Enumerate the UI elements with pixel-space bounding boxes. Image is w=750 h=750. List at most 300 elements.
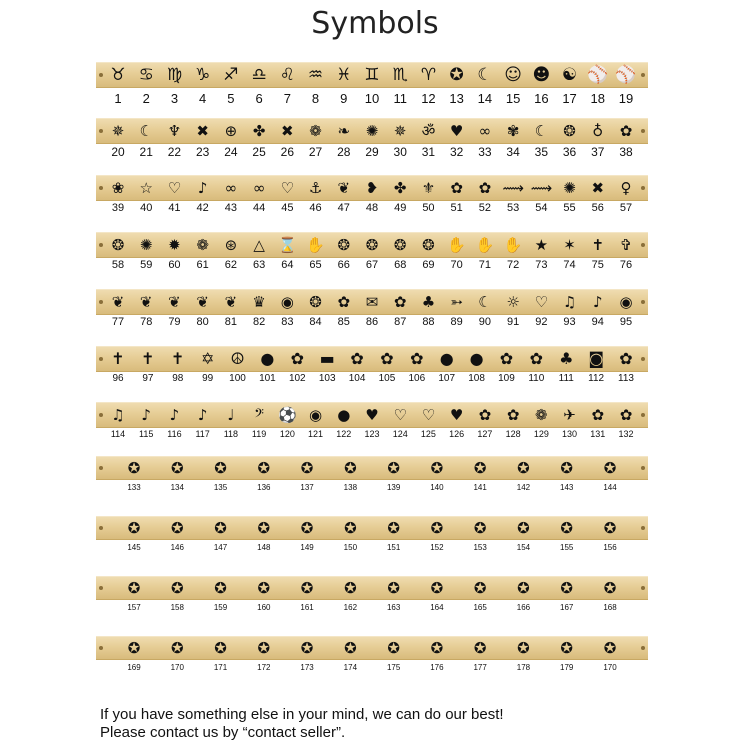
symbol-glyph: ✪ xyxy=(127,518,141,537)
symbol-glyph: ✿ xyxy=(499,349,514,368)
symbol-number: 64 xyxy=(281,259,294,271)
symbol-glyph: ✖ xyxy=(196,121,209,140)
symbol-number: 6 xyxy=(255,91,263,106)
symbol-glyph: ✝ xyxy=(141,349,155,368)
symbol-glyph: ♈ xyxy=(420,64,437,85)
symbol-glyph: ⚽ xyxy=(277,405,297,424)
mount-hole xyxy=(99,646,103,650)
symbol-number: 178 xyxy=(516,663,531,672)
symbol-number: 62 xyxy=(224,259,237,271)
symbol-number: 46 xyxy=(309,202,322,214)
mount-hole xyxy=(641,413,645,417)
symbol-number: 154 xyxy=(516,543,531,552)
symbol-glyph: ☮ xyxy=(230,349,245,368)
symbol-number: 90 xyxy=(478,316,491,328)
symbol-number: 8 xyxy=(311,91,320,106)
symbol-number: 37 xyxy=(591,145,605,159)
symbol-glyph: ♑ xyxy=(195,64,211,85)
symbol-number: 83 xyxy=(281,316,294,328)
symbol-glyph: ♪ xyxy=(197,178,208,197)
symbol-glyph: ✪ xyxy=(300,458,314,477)
symbol-glyph: ✿ xyxy=(619,349,633,368)
symbol-number: 98 xyxy=(172,373,184,384)
symbol-glyph: ✤ xyxy=(393,178,407,197)
symbol-glyph: ✺ xyxy=(139,235,153,254)
symbol-glyph: ♡ xyxy=(421,405,436,424)
symbol-glyph: ✋ xyxy=(447,235,466,254)
symbol-glyph: ∞ xyxy=(478,121,492,140)
symbol-number: 102 xyxy=(288,373,306,384)
symbol-glyph: ✪ xyxy=(517,638,530,657)
symbol-glyph: ✪ xyxy=(430,458,444,477)
symbol-glyph: ⚜ xyxy=(421,178,436,197)
symbol-glyph: ▬ xyxy=(319,349,335,368)
symbol-glyph: ✪ xyxy=(300,638,314,657)
symbol-number: 1 xyxy=(114,91,122,106)
symbol-number: 20 xyxy=(111,145,125,159)
symbol-number: 10 xyxy=(364,91,380,106)
symbol-number: 9 xyxy=(340,91,348,106)
symbol-glyph: ✿ xyxy=(350,349,364,368)
symbol-glyph: ✿ xyxy=(410,349,424,368)
mount-hole xyxy=(641,586,645,590)
symbol-number: 133 xyxy=(127,483,141,492)
symbol-glyph: ✿ xyxy=(506,405,520,424)
symbol-number: 34 xyxy=(506,145,520,159)
symbol-number: 3 xyxy=(170,91,179,106)
symbol-number: 148 xyxy=(257,543,271,552)
symbol-number: 73 xyxy=(535,259,548,271)
symbol-number: 71 xyxy=(478,259,491,271)
symbol-number: 158 xyxy=(170,603,184,612)
symbol-glyph: ∞ xyxy=(252,178,266,197)
symbol-number: 68 xyxy=(394,259,407,271)
symbol-number: 173 xyxy=(300,663,314,672)
symbol-glyph: ❧ xyxy=(337,121,351,140)
symbol-number: 94 xyxy=(591,316,604,328)
symbol-glyph: ☯ xyxy=(561,64,578,85)
symbol-number: 174 xyxy=(343,663,358,672)
symbol-glyph: ♁ xyxy=(592,121,604,140)
symbol-number: 167 xyxy=(560,603,574,612)
symbol-number: 57 xyxy=(619,202,633,214)
page-title: Symbols xyxy=(311,6,439,41)
symbol-number: 28 xyxy=(337,145,351,159)
symbol-glyph: ✪ xyxy=(560,458,573,477)
symbol-glyph: ♓ xyxy=(336,64,352,85)
symbol-number: 13 xyxy=(449,91,464,106)
symbol-number: 85 xyxy=(337,316,350,328)
symbol-glyph: ✪ xyxy=(387,458,400,477)
symbol-number: 161 xyxy=(300,603,314,612)
symbol-number: 177 xyxy=(473,663,487,672)
mount-hole xyxy=(641,300,645,304)
symbol-glyph: ✪ xyxy=(430,638,444,657)
symbol-glyph: ✪ xyxy=(449,64,464,85)
symbol-glyph: ❁ xyxy=(535,405,548,424)
symbol-number: 150 xyxy=(343,543,358,552)
symbol-number: 86 xyxy=(365,316,379,328)
symbol-number: 42 xyxy=(196,202,209,214)
symbol-number: 4 xyxy=(199,91,207,106)
symbol-glyph: ♉ xyxy=(110,64,126,85)
symbol-glyph: ♡ xyxy=(167,178,182,197)
symbol-glyph: ✿ xyxy=(478,405,492,424)
symbol-glyph: ⚾ xyxy=(587,64,609,85)
symbol-glyph: ⊕ xyxy=(224,121,238,140)
symbol-number: 175 xyxy=(386,663,401,672)
symbol-glyph: ♌ xyxy=(279,64,295,85)
symbol-glyph: ❦ xyxy=(196,292,209,311)
symbol-glyph: ♆ xyxy=(167,121,182,140)
symbol-glyph: ♫ xyxy=(562,292,577,311)
symbol-number: 26 xyxy=(280,145,294,159)
symbol-glyph: ❂ xyxy=(563,121,576,140)
symbol-glyph: ✹ xyxy=(168,235,181,254)
symbol-glyph: ✪ xyxy=(257,458,271,477)
symbol-number: 52 xyxy=(478,202,491,214)
symbol-number: 21 xyxy=(139,145,153,159)
symbol-number: 162 xyxy=(343,603,358,612)
symbol-number: 121 xyxy=(308,429,324,439)
symbol-glyph: ✪ xyxy=(170,458,184,477)
symbol-number: 81 xyxy=(224,316,237,328)
symbol-number: 149 xyxy=(300,543,314,552)
symbol-glyph: ● xyxy=(337,405,351,424)
symbol-number: 143 xyxy=(560,483,574,492)
symbol-number: 2 xyxy=(142,91,150,106)
symbol-number: 29 xyxy=(365,145,379,159)
symbol-glyph: ✝ xyxy=(591,235,605,254)
symbol-number: 153 xyxy=(473,543,487,552)
symbol-glyph: ♏ xyxy=(392,64,408,85)
symbol-number: 168 xyxy=(603,603,617,612)
symbol-number: 171 xyxy=(213,663,228,672)
symbol-number: 160 xyxy=(257,603,271,612)
symbol-number: 129 xyxy=(533,429,549,439)
symbol-glyph: ✈ xyxy=(563,405,576,424)
symbol-glyph: ♎ xyxy=(251,64,267,85)
symbol-number: 123 xyxy=(364,429,380,439)
symbol-glyph: ❦ xyxy=(139,292,153,311)
symbol-number: 138 xyxy=(343,483,358,492)
symbol-glyph: ⟿ xyxy=(530,178,553,197)
symbol-number: 30 xyxy=(393,145,407,159)
symbol-glyph: ♡ xyxy=(280,178,295,197)
symbol-glyph: ♍ xyxy=(166,64,183,85)
symbol-number: 159 xyxy=(213,603,228,612)
symbol-glyph: ⚓ xyxy=(308,178,323,197)
symbol-number: 125 xyxy=(420,429,436,439)
symbol-number: 104 xyxy=(348,373,366,384)
symbol-number: 120 xyxy=(279,429,295,439)
symbol-glyph: ✿ xyxy=(290,349,304,368)
symbol-number: 60 xyxy=(168,259,181,271)
mount-hole xyxy=(99,73,103,77)
symbol-glyph: ❦ xyxy=(168,292,181,311)
symbol-number: 140 xyxy=(430,483,444,492)
symbol-number: 44 xyxy=(252,202,266,214)
mount-hole xyxy=(99,300,103,304)
symbol-number: 155 xyxy=(560,543,574,552)
symbol-glyph: ❂ xyxy=(309,292,322,311)
symbol-glyph: ☾ xyxy=(478,292,492,311)
symbol-glyph: ⚾ xyxy=(615,64,637,85)
symbol-glyph: ✪ xyxy=(344,638,357,657)
symbol-glyph: ☾ xyxy=(534,121,549,140)
symbol-glyph: ✋ xyxy=(475,235,495,254)
symbol-glyph: ♐ xyxy=(223,64,239,85)
symbol-glyph: ✪ xyxy=(517,578,530,597)
symbol-number: 19 xyxy=(618,91,634,106)
symbol-number: 176 xyxy=(430,663,444,672)
symbol-number: 105 xyxy=(378,373,396,384)
symbol-number: 56 xyxy=(591,202,604,214)
symbol-glyph: ✪ xyxy=(517,458,530,477)
symbol-number: 93 xyxy=(563,316,576,328)
symbol-number: 51 xyxy=(450,202,463,214)
symbol-glyph: ✖ xyxy=(281,121,294,140)
symbol-number: 7 xyxy=(283,91,291,106)
symbol-number: 137 xyxy=(300,483,314,492)
symbol-glyph: ♥ xyxy=(449,405,464,424)
symbol-number: 117 xyxy=(195,429,210,439)
symbol-number: 5 xyxy=(227,91,235,106)
symbol-glyph: ✪ xyxy=(214,638,227,657)
symbol-number: 36 xyxy=(562,145,577,159)
symbol-number: 106 xyxy=(408,373,426,384)
symbol-glyph: ♫ xyxy=(111,405,125,424)
symbol-number: 25 xyxy=(252,145,266,159)
symbol-number: 22 xyxy=(167,145,182,159)
symbol-number: 33 xyxy=(478,145,492,159)
symbol-glyph: ♪ xyxy=(592,292,603,311)
symbol-number: 75 xyxy=(591,259,604,271)
symbol-number: 88 xyxy=(422,316,435,328)
symbol-number: 35 xyxy=(534,145,548,159)
symbol-glyph: ♣ xyxy=(421,292,436,311)
symbol-glyph: ✿ xyxy=(591,405,605,424)
symbol-number: 169 xyxy=(127,663,141,672)
symbol-number: 134 xyxy=(170,483,184,492)
mount-hole xyxy=(641,526,645,530)
symbol-number: 11 xyxy=(393,91,407,106)
symbol-glyph: ✪ xyxy=(473,458,487,477)
mount-hole xyxy=(99,526,103,530)
symbol-number: 132 xyxy=(618,429,634,439)
symbol-number: 16 xyxy=(534,91,549,106)
symbol-glyph: ✪ xyxy=(300,518,314,537)
symbol-glyph: ♣ xyxy=(559,349,574,368)
symbol-glyph: ◙ xyxy=(588,349,604,368)
symbol-number: 164 xyxy=(430,603,444,612)
symbol-glyph: ⌛ xyxy=(277,235,297,254)
symbol-glyph: ✡ xyxy=(200,349,215,368)
symbol-number: 141 xyxy=(473,483,487,492)
symbol-glyph: ◉ xyxy=(619,292,633,311)
mount-hole xyxy=(99,186,103,190)
symbol-number: 27 xyxy=(308,145,323,159)
symbol-number: 103 xyxy=(318,373,336,384)
symbol-number: 170 xyxy=(170,663,184,672)
symbol-glyph: ❦ xyxy=(224,292,238,311)
symbol-number: 82 xyxy=(252,316,266,328)
symbol-number: 122 xyxy=(336,429,352,439)
symbol-glyph: ❁ xyxy=(309,121,322,140)
symbol-glyph: ✿ xyxy=(380,349,394,368)
symbol-number: 128 xyxy=(505,429,521,439)
mount-hole xyxy=(99,129,103,133)
symbol-glyph: ☼ xyxy=(506,292,520,311)
symbol-number: 111 xyxy=(558,373,574,384)
symbol-number: 135 xyxy=(213,483,228,492)
symbol-glyph: ✉ xyxy=(365,292,379,311)
symbol-glyph: ♪ xyxy=(141,405,151,424)
symbol-glyph: ✪ xyxy=(560,518,573,537)
symbol-glyph: ❥ xyxy=(365,178,379,197)
symbol-number: 115 xyxy=(139,429,154,439)
symbol-glyph: ✪ xyxy=(473,638,487,657)
symbol-glyph: ✵ xyxy=(111,121,125,140)
symbol-glyph: ✪ xyxy=(170,638,184,657)
symbol-glyph: ✪ xyxy=(560,638,573,657)
symbol-number: 179 xyxy=(560,663,574,672)
symbol-glyph: ● xyxy=(260,349,275,368)
symbol-glyph: ✪ xyxy=(170,518,184,537)
symbol-glyph: ❁ xyxy=(196,235,209,254)
symbol-number: 100 xyxy=(229,373,246,384)
footer-line-2: Please contact us by “contact seller”. xyxy=(100,724,346,741)
symbol-number: 113 xyxy=(618,373,634,384)
symbol-number: 63 xyxy=(252,259,266,271)
mount-hole xyxy=(99,243,103,247)
symbol-number: 146 xyxy=(170,543,184,552)
symbol-number: 114 xyxy=(110,429,126,439)
symbol-glyph: ❂ xyxy=(337,235,351,254)
symbol-number: 59 xyxy=(140,259,153,271)
symbol-glyph: ✪ xyxy=(214,458,227,477)
symbol-number: 142 xyxy=(516,483,531,492)
mount-hole xyxy=(641,646,645,650)
footer-line-1: If you have something else in your mind, we can do our best! xyxy=(100,706,504,723)
symbol-glyph: ✪ xyxy=(603,458,617,477)
symbol-glyph: ✪ xyxy=(473,578,487,597)
symbol-glyph: ♊ xyxy=(364,64,380,85)
symbol-number: 110 xyxy=(528,373,545,384)
symbol-glyph: ✪ xyxy=(603,518,617,537)
symbol-glyph: ⊛ xyxy=(224,235,238,254)
symbol-glyph: ✪ xyxy=(603,578,617,597)
symbol-number: 84 xyxy=(309,316,322,328)
symbol-glyph: ◉ xyxy=(280,292,294,311)
symbol-number: 108 xyxy=(468,373,485,384)
symbol-number: 18 xyxy=(590,91,605,106)
symbol-number: 163 xyxy=(386,603,401,612)
symbol-number: 99 xyxy=(202,373,214,384)
symbol-glyph: ✪ xyxy=(430,518,444,537)
symbol-number: 58 xyxy=(111,259,125,271)
symbol-number: 76 xyxy=(619,259,633,271)
symbol-glyph: ◉ xyxy=(309,405,323,424)
symbol-glyph: ✪ xyxy=(214,518,227,537)
symbol-glyph: ✶ xyxy=(563,235,576,254)
mount-hole xyxy=(641,357,645,361)
symbol-number: 151 xyxy=(386,543,401,552)
symbol-glyph: ✋ xyxy=(306,235,325,254)
symbol-glyph: ✪ xyxy=(257,638,271,657)
symbol-glyph: ♥ xyxy=(449,121,464,140)
symbol-number: 50 xyxy=(422,202,435,214)
symbol-glyph: ✪ xyxy=(387,578,400,597)
symbol-number: 166 xyxy=(516,603,531,612)
mount-hole xyxy=(99,357,103,361)
symbol-glyph: ✵ xyxy=(393,121,407,140)
symbol-glyph: ✞ xyxy=(619,235,633,254)
symbol-glyph: ✿ xyxy=(619,121,633,140)
symbol-glyph: ✪ xyxy=(127,638,141,657)
symbol-number: 116 xyxy=(167,429,182,439)
symbol-glyph: ✖ xyxy=(591,178,605,197)
symbol-number: 74 xyxy=(563,259,576,271)
symbol-glyph: ✪ xyxy=(300,578,314,597)
symbol-glyph: ❂ xyxy=(393,235,407,254)
symbol-number: 43 xyxy=(224,202,237,214)
symbol-glyph: ☺ xyxy=(504,64,522,85)
symbol-glyph: ♡ xyxy=(534,292,549,311)
symbol-number: 97 xyxy=(142,373,154,384)
symbol-number: 112 xyxy=(588,373,605,384)
symbol-glyph: ✿ xyxy=(478,178,492,197)
symbol-glyph: ✺ xyxy=(365,121,379,140)
symbol-number: 38 xyxy=(619,145,633,159)
symbol-glyph: ♩ xyxy=(227,405,235,424)
symbol-number: 95 xyxy=(619,316,633,328)
symbol-glyph: ✝ xyxy=(171,349,185,368)
symbol-number: 152 xyxy=(430,543,444,552)
symbol-glyph: ✿ xyxy=(337,292,351,311)
symbol-number: 136 xyxy=(257,483,271,492)
symbol-glyph: 𝄢 xyxy=(254,405,264,424)
symbol-glyph: ✪ xyxy=(127,578,141,597)
symbol-glyph: ✤ xyxy=(252,121,266,140)
symbol-glyph: ✾ xyxy=(506,121,520,140)
symbol-glyph: ✪ xyxy=(430,578,444,597)
symbol-glyph: ✪ xyxy=(127,458,141,477)
symbol-number: 69 xyxy=(422,259,435,271)
symbol-number: 165 xyxy=(473,603,487,612)
mount-hole xyxy=(641,129,645,133)
mount-hole xyxy=(99,466,103,470)
symbol-glyph: ✪ xyxy=(344,578,357,597)
symbol-glyph: ✿ xyxy=(619,405,633,424)
symbol-glyph: ✺ xyxy=(563,178,576,197)
symbol-number: 45 xyxy=(281,202,294,214)
symbol-glyph: ♡ xyxy=(393,405,407,424)
symbol-number: 109 xyxy=(498,373,515,384)
symbol-number: 70 xyxy=(450,259,463,271)
mount-hole xyxy=(99,413,103,417)
symbol-glyph: ✿ xyxy=(393,292,407,311)
symbol-glyph: ☾ xyxy=(477,64,493,85)
mount-hole xyxy=(99,586,103,590)
symbol-glyph: ♪ xyxy=(197,405,208,424)
symbol-number: 15 xyxy=(505,91,521,106)
symbol-number: 80 xyxy=(196,316,209,328)
symbol-number: 32 xyxy=(449,145,464,159)
symbol-number: 14 xyxy=(477,91,493,106)
symbol-number: 61 xyxy=(196,259,209,271)
symbol-number: 53 xyxy=(506,202,520,214)
